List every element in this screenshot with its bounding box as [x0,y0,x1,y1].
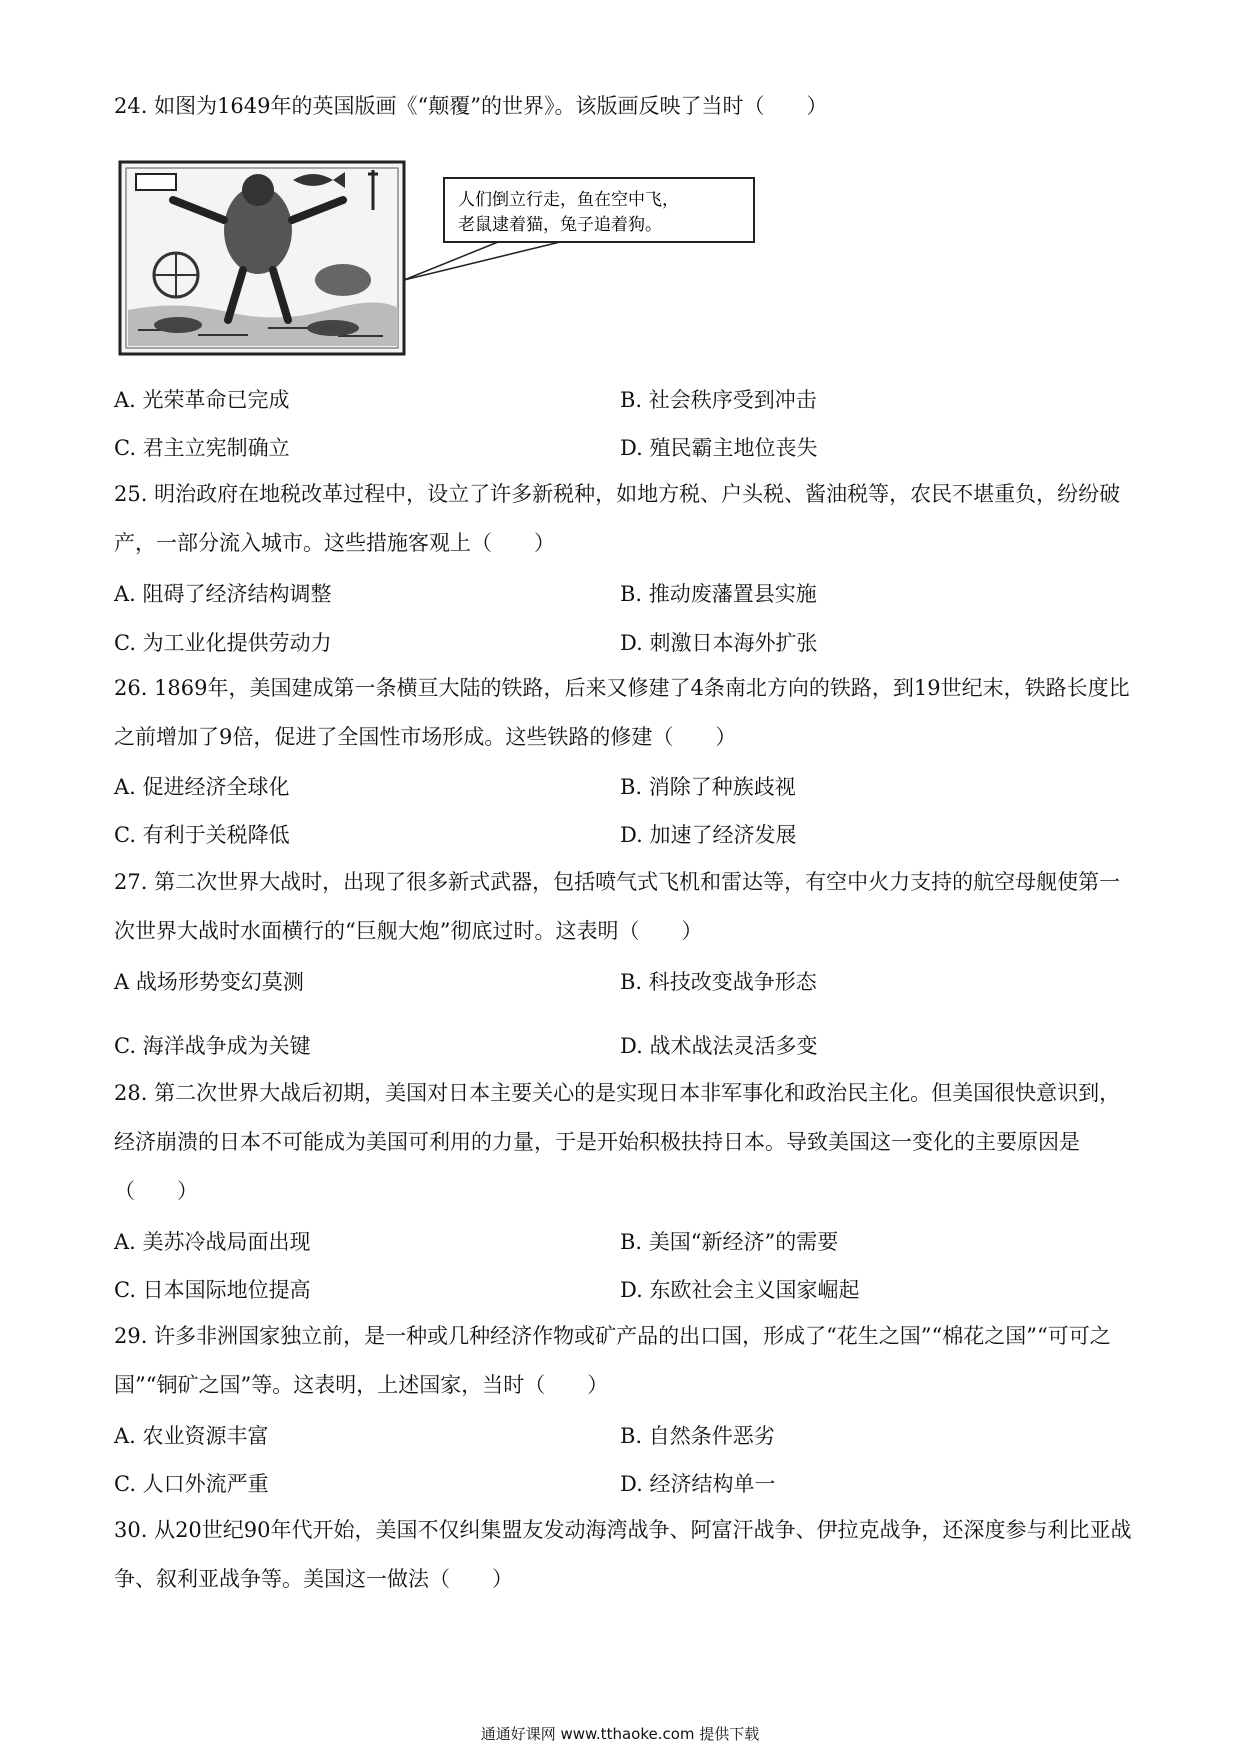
q25-option-d: D. 刺激日本海外扩张 [620,631,818,655]
q27-option-a: A 战场形势变幻莫测 [114,970,304,994]
q29-option-a: A. 农业资源丰富 [114,1424,269,1448]
q26-option-b: B. 消除了种族歧视 [620,775,796,799]
q27-option-d: D. 战术战法灵活多变 [620,1034,818,1058]
page-footer: 通通好课网 www.tthaoke.com 提供下载 [480,1725,760,1743]
q24-option-a: A. 光荣革命已完成 [114,388,290,412]
q24-option-c: C. 君主立宪制确立 [114,436,290,460]
woodcut-print-image [120,162,404,354]
q25-option-b: B. 推动废藩置县实施 [620,582,817,606]
woodcut-figure [118,160,758,356]
q29-option-d: D. 经济结构单一 [620,1472,776,1496]
question-29-stem: 29. 许多非洲国家独立前，是一种或几种经济作物或矿产品的出口国，形成了“花生之国”“棉花之国”“可可之国”“铜矿之国”等。这表明，上述国家，当时（ ） [114,1324,1111,1397]
q24-option-b: B. 社会秩序受到冲击 [620,388,817,412]
question-25-stem: 25. 明治政府在地税改革过程中，设立了许多新税种，如地方税、户头税、酱油税等，农民不堪重负，纷纷破产，一部分流入城市。这些措施客观上（ ） [114,482,1121,555]
q28-option-a: A. 美苏冷战局面出现 [114,1230,311,1254]
bubble-text-line-1: 人们倒立行走，鱼在空中飞， [458,190,679,210]
q25-option-c: C. 为工业化提供劳动力 [114,631,332,655]
q28-option-c: C. 日本国际地位提高 [114,1278,311,1302]
q26-option-c: C. 有利于关税降低 [114,823,290,847]
bubble-text-line-2: 老鼠逮着猫，兔子追着狗。 [458,215,662,235]
q27-option-c: C. 海洋战争成为关键 [114,1034,311,1058]
q24-option-d: D. 殖民霸主地位丧失 [620,436,818,460]
q27-option-b: B. 科技改变战争形态 [620,970,817,994]
question-26-stem: 26. 1869年，美国建成第一条横亘大陆的铁路，后来又修建了4条南北方向的铁路，到19世纪末，铁路长度比之前增加了9倍，促进了全国性市场形成。这些铁路的修建（ ） [114,676,1130,749]
q29-option-c: C. 人口外流严重 [114,1472,269,1496]
question-28-stem: 28. 第二次世界大战后初期，美国对日本主要关心的是实现日本非军事化和政治民主化。但美国很快意识到，经济崩溃的日本不可能成为美国可利用的力量，于是开始积极扶持日本。导致美国这一变化的主要原因是（ ） [114,1081,1121,1203]
question-27-stem: 27. 第二次世界大战时，出现了很多新式武器，包括喷气式飞机和雷达等，有空中火力支持的航空母舰使第一次世界大战时水面横行的“巨舰大炮”彻底过时。这表明（ ） [114,870,1121,943]
question-30-stem: 30. 从20世纪90年代开始，美国不仅纠集盟友发动海湾战争、阿富汗战争、伊拉克战争，还深度参与利比亚战争、叙利亚战争等。美国这一做法（ ） [114,1518,1132,1591]
q26-option-a: A. 促进经济全球化 [114,775,290,799]
q29-option-b: B. 自然条件恶劣 [620,1424,775,1448]
q26-option-d: D. 加速了经济发展 [620,823,797,847]
q25-option-a: A. 阻碍了经济结构调整 [114,582,332,606]
question-24-stem: 24. 如图为1649年的英国版画《“颠覆”的世界》。该版画反映了当时（ ） [114,94,828,118]
q28-option-b: B. 美国“新经济”的需要 [620,1230,839,1254]
q28-option-d: D. 东欧社会主义国家崛起 [620,1278,860,1302]
